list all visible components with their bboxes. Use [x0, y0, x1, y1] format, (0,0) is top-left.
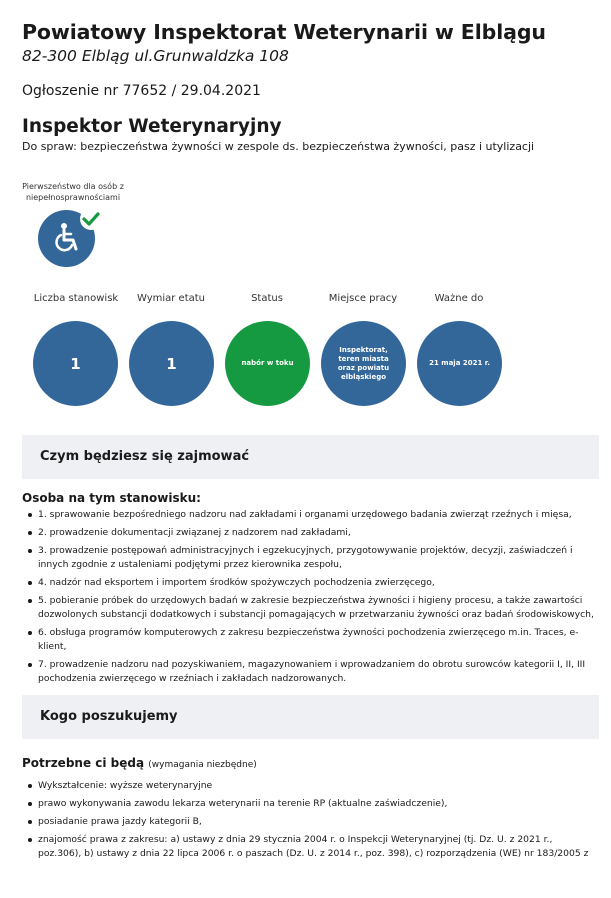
stat-location: Inspektorat, teren miasta oraz powiatu elbląskiego: [321, 321, 406, 406]
priority-label: Pierwszeństwo dla osób z niepełnosprawnościami: [22, 182, 124, 202]
stat-valid-until: 21 maja 2021 r.: [417, 321, 502, 406]
duty-item: 3. prowadzenie postępowań administracyjnych i egzekucyjnych, przygotowywanie projektów, decyzji, zaświadczeń i innych zgodnie z ustaleniami podjętymi przez kierownika zespołu,: [38, 544, 598, 572]
duties-heading: Osoba na tym stanowisku:: [22, 491, 201, 505]
org-address: 82-300 Elbląg ul.Grunwaldzka 108: [22, 47, 289, 65]
duties-section-title: Czym będziesz się zajmować: [40, 449, 250, 464]
wheelchair-icon: [51, 222, 83, 254]
check-badge: [80, 208, 102, 230]
requirement-item: prawo wykonywania zawodu lekarza weterynarii na terenie RP (aktualne zaświadczenie),: [38, 797, 598, 811]
stat-status: nabór w toku: [225, 321, 310, 406]
stat-label-valid-until: Ważne do: [434, 293, 484, 304]
check-icon: [82, 210, 100, 228]
job-title: Inspektor Weterynaryjny: [22, 116, 282, 137]
requirements-heading-text: Potrzebne ci będą: [22, 756, 145, 770]
duty-item: 7. prowadzenie nadzoru nad pozyskiwaniem, magazynowaniem i wprowadzaniem do obrotu surowców kategorii I, II, III pochodzenia zwierzęcego w rzeźniach i zakładach nadzorowanych.: [38, 658, 598, 686]
duty-item: 6. obsługa programów komputerowych z zakresu bezpieczeństwa żywności pochodzenia zwierzęcego m.in. Traces, e-klient,: [38, 626, 598, 654]
stat-label-status: Status: [251, 293, 283, 304]
stat-label-location: Miejsce pracy: [328, 293, 398, 304]
stat-label-workload: Wymiar etatu: [136, 293, 206, 304]
requirements-heading: [22, 756, 257, 770]
org-title: Powiatowy Inspektorat Weterynarii w Elblągu: [22, 20, 546, 44]
requirements-section-header: [22, 695, 599, 739]
duty-item: 5. pobieranie próbek do urzędowych badań w zakresie bezpieczeństwa żywności i higieny procesu, a także zawartości dozwolonych substancji dodatkowych i substancji pomagających w przetwarzaniu żywności oraz badań środowiskowych,: [38, 594, 598, 622]
requirements-section-title: Kogo poszukujemy: [40, 709, 178, 724]
requirement-item: posiadanie prawa jazdy kategorii B,: [38, 815, 598, 829]
requirements-heading-note: (wymagania niezbędne): [148, 760, 257, 770]
job-subtitle: Do spraw: bezpieczeństwa żywności w zespole ds. bezpieczeństwa żywności, pasz i utylizacji: [22, 140, 535, 153]
duty-item: 2. prowadzenie dokumentacji związanej z nadzorem nad zakładami,: [38, 526, 598, 540]
requirement-item: Wykształcenie: wyższe weterynaryjne: [38, 779, 598, 793]
notice-number: Ogłoszenie nr 77652 / 29.04.2021: [22, 83, 261, 99]
duty-item: 1. sprawowanie bezpośredniego nadzoru nad zakładami i organami urzędowego badania zwierząt rzeźnych i mięsa,: [38, 508, 598, 522]
stat-positions: 1: [33, 321, 118, 406]
requirement-item: znajomość prawa z zakresu: a) ustawy z dnia 29 stycznia 2004 r. o Inspekcji Weterynaryjnej (tj. Dz. U. z 2021 r., poz.306), b) ustawy z dnia 22 lipca 2006 r. o paszach (Dz. U. z 2014 r., poz. 398), c) rozporządzenia (WE) nr 183/2005 z: [38, 833, 598, 861]
stat-label-positions: Liczba stanowisk: [33, 293, 119, 304]
stat-workload: 1: [129, 321, 214, 406]
duty-item: 4. nadzór nad eksportem i importem środków spożywczych pochodzenia zwierzęcego,: [38, 576, 598, 590]
duties-section-header: [22, 435, 599, 479]
